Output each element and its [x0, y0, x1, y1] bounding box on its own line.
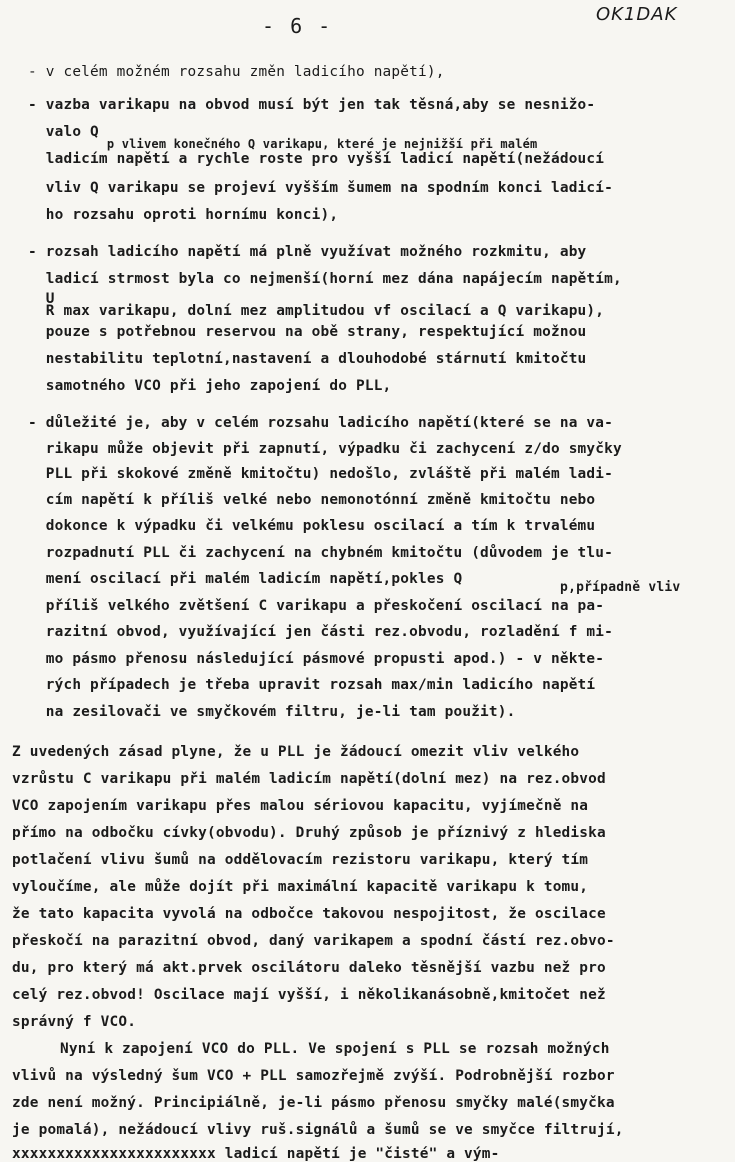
text-line: vlivů na výsledný šum VCO + PLL samozřejmě zvýší. Podrobnější rozbor [12, 1068, 615, 1084]
text-line: rikapu může objevit při zapnutí, výpadku či zachycení z/do smyčky [28, 441, 622, 457]
text-line-subscript: p,případně vliv [544, 580, 681, 595]
text-line: ladicím napětí a rychle roste pro vyšší ladicí napětí(nežádoucí [28, 151, 605, 167]
text-line: je pomalá), nežádoucí vlivy ruš.signálů a šumů se ve smyčce filtrují, [12, 1122, 624, 1138]
text-line: Z uvedených zásad plyne, že u PLL je žádoucí omezit vliv velkého [12, 744, 580, 760]
text-line: PLL při skokové změně kmitočtu) nedošlo, zvláště při malém ladi- [28, 466, 614, 482]
text-line: VCO zapojením varikapu přes malou sériovou kapacitu, vyjímečně na [12, 798, 589, 814]
text-line: - rozsah ladicího napětí má plně využívat možného rozkmitu, aby [28, 244, 587, 260]
page-number: - 6 - [262, 14, 333, 38]
text-line: ho rozsahu oproti hornímu konci), [28, 207, 339, 223]
text-line: du, pro který má akt.prvek oscilátoru daleko těsnější vazbu než pro [12, 960, 606, 976]
text-line: mení oscilací při malém ladicím napětí,pokles Q [28, 571, 463, 587]
text-line: R max varikapu, dolní mez amplitudou vf oscilací a Q varikapu), [28, 303, 605, 319]
text-line-struck: xxxxxxxxxxxxxxxxxxxxxxx ladicí napětí je "čisté" a vým- [12, 1146, 500, 1162]
text-line: - vazba varikapu na obvod musí být jen tak těsná,aby se nesnižo- [28, 97, 596, 113]
text-line: nestabilitu teplotní,nastavení a dlouhodobé stárnutí kmitočtu [28, 351, 587, 367]
text-line: cím napětí k příliš velké nebo nemonotónní změně kmitočtu nebo [28, 492, 596, 508]
text-line: vliv Q varikapu se projeví vyšším šumem na spodním konci ladicí- [28, 180, 614, 196]
text-line: valo Q [28, 124, 99, 140]
text-line: Nyní k zapojení VCO do PLL. Ve spojení s PLL se rozsah možných [60, 1041, 610, 1057]
text-line: vyloučíme, ale může dojít při maximální kapacitě varikapu k tomu, [12, 879, 589, 895]
text-line: ladicí strmost byla co nejmenší(horní mez dána napájecím napětím, [28, 271, 622, 287]
text-line: celý rez.obvod! Oscilace mají vyšší, i několikanásobně,kmitočet než [12, 987, 606, 1003]
document-reference: OK1DAK [596, 4, 678, 25]
text-line: U [28, 291, 55, 307]
text-line: rozpadnutí PLL či zachycení na chybném kmitočtu (důvodem je tlu- [28, 545, 614, 561]
text-line: na zesilovači ve smyčkovém filtru, je-li tam použit). [28, 704, 516, 720]
text-line: rých případech je třeba upravit rozsah max/min ladicího napětí [28, 677, 596, 693]
text-line: dokonce k výpadku či velkému poklesu oscilací a tím k trvalému [28, 518, 596, 534]
text-line: mo pásmo přenosu následující pásmové propusti apod.) - v někte- [28, 651, 605, 667]
text-line: pouze s potřebnou reservou na obě strany, respektující možnou [28, 324, 587, 340]
text-line: přeskočí na parazitní obvod, daný varikapem a spodní částí rez.obvo- [12, 933, 615, 949]
text-line: přímo na odbočku cívky(obvodu). Druhý způsob je příznivý z hlediska [12, 825, 606, 841]
text-line: razitní obvod, využívající jen části rez.obvodu, rozladění f mi- [28, 624, 614, 640]
text-line: příliš velkého zvětšení C varikapu a přeskočení oscilací na pa- [28, 598, 605, 614]
text-line: že tato kapacita vyvolá na odbočce takovou nespojitost, že oscilace [12, 906, 606, 922]
text-line: správný f VCO. [12, 1014, 137, 1030]
text-line: vzrůstu C varikapu při malém ladicím napětí(dolní mez) na rez.obvod [12, 771, 606, 787]
text-line: potlačení vlivu šumů na oddělovacím rezistoru varikapu, který tím [12, 852, 589, 868]
text-line: zde není možný. Principiálně, je-li pásmo přenosu smyčky malé(smyčka [12, 1095, 615, 1111]
text-line: samotného VCO při jeho zapojení do PLL, [28, 378, 392, 394]
text-line-subscript: p vlivem konečného Q varikapu, které je nejnižší při malém [92, 137, 538, 151]
text-line: - v celém možném rozsahu změn ladicího napětí), [28, 64, 445, 80]
text-line: - důležité je, aby v celém rozsahu ladicího napětí(které se na va- [28, 415, 614, 431]
